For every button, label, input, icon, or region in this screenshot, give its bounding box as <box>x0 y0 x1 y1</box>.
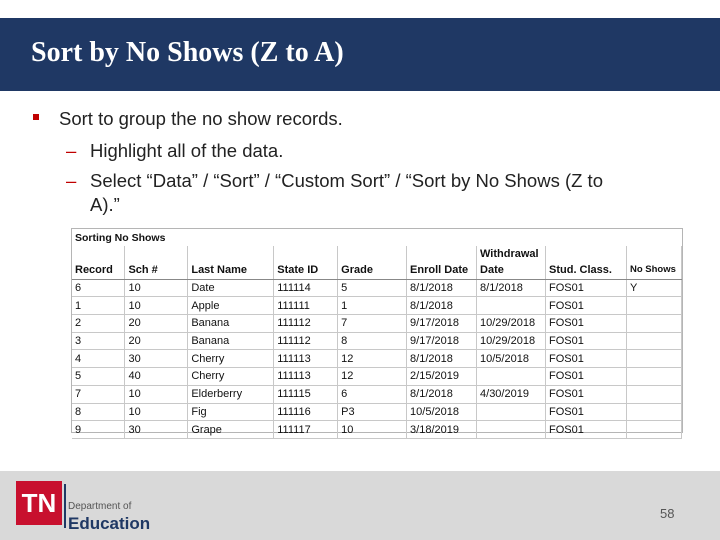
table-cell: 30 <box>125 350 188 368</box>
table-cell: 1 <box>72 297 125 315</box>
table-cell: FOS01 <box>546 368 627 386</box>
table-cell: 6 <box>338 385 407 403</box>
table-cell: 2/15/2019 <box>407 368 477 386</box>
table-cell: 3 <box>72 332 125 350</box>
column-header: Grade <box>338 262 407 279</box>
table-cell: 8/1/2018 <box>407 350 477 368</box>
table-cell: 10 <box>338 421 407 439</box>
table-cell: Grape <box>188 421 274 439</box>
table-row <box>72 421 682 439</box>
table-cell: 5 <box>72 368 125 386</box>
table-cell: 20 <box>125 315 188 333</box>
table-cell <box>626 315 681 333</box>
table-cell: 40 <box>125 368 188 386</box>
table-cell: 111112 <box>274 315 338 333</box>
table-cell <box>626 368 681 386</box>
table-cell <box>477 421 546 439</box>
table-row <box>72 403 682 421</box>
column-header: Last Name <box>188 262 274 279</box>
header-top-cell: Withdrawal <box>477 246 546 262</box>
table-cell: 8/1/2018 <box>407 385 477 403</box>
header-top-cell <box>407 246 477 262</box>
column-header: Record <box>72 262 125 279</box>
sub-bullet-2-line-2: A).” <box>90 194 120 215</box>
tn-logo-icon: TN <box>16 481 62 525</box>
column-header: No Shows <box>626 262 681 279</box>
table-cell: Fig <box>188 403 274 421</box>
header-row <box>72 262 682 279</box>
table-cell: FOS01 <box>546 421 627 439</box>
sheet-title: Sorting No Shows <box>75 232 166 244</box>
table-cell: 3/18/2019 <box>407 421 477 439</box>
table-cell: 7 <box>338 315 407 333</box>
header-top-cell <box>72 246 125 262</box>
dash-marker-1: – <box>66 140 77 161</box>
page-number: 58 <box>660 506 675 521</box>
table-cell: 12 <box>338 368 407 386</box>
spreadsheet-image <box>71 228 683 436</box>
sub-bullet-1: Highlight all of the data. <box>90 140 284 161</box>
logo-divider <box>64 484 66 528</box>
table-cell: Cherry <box>188 350 274 368</box>
table-cell: 10 <box>125 279 188 297</box>
table-cell: Y <box>626 279 681 297</box>
table-row <box>72 385 682 403</box>
table-cell <box>477 368 546 386</box>
table-cell: P3 <box>338 403 407 421</box>
table-cell <box>626 403 681 421</box>
table-row <box>72 368 682 386</box>
header-top-cell <box>188 246 274 262</box>
table-cell: 10/5/2018 <box>407 403 477 421</box>
table-cell: 12 <box>338 350 407 368</box>
header-top-cell <box>338 246 407 262</box>
table-cell <box>626 332 681 350</box>
table-cell: 9/17/2018 <box>407 332 477 350</box>
table-cell <box>477 297 546 315</box>
table-cell: FOS01 <box>546 279 627 297</box>
table-cell: Banana <box>188 332 274 350</box>
table-cell: 10 <box>125 385 188 403</box>
table-cell: 20 <box>125 332 188 350</box>
table-cell <box>626 421 681 439</box>
table-cell: Elderberry <box>188 385 274 403</box>
header-row-top <box>72 246 682 262</box>
logo-education-text: Education <box>68 514 151 533</box>
bullet-text-1: Sort to group the no show records. <box>59 108 343 129</box>
table-cell: 111115 <box>274 385 338 403</box>
dash-marker-2: – <box>66 170 77 191</box>
table-cell: FOS01 <box>546 403 627 421</box>
table-cell: 111113 <box>274 368 338 386</box>
table-cell: FOS01 <box>546 350 627 368</box>
table-cell: FOS01 <box>546 297 627 315</box>
header-top-cell <box>125 246 188 262</box>
table-cell: Banana <box>188 315 274 333</box>
table-cell: 8/1/2018 <box>407 279 477 297</box>
bullet-square-icon <box>33 114 39 120</box>
table-row <box>72 332 682 350</box>
table-cell: 111114 <box>274 279 338 297</box>
table-cell: 8/1/2018 <box>477 279 546 297</box>
table-cell: 10/29/2018 <box>477 332 546 350</box>
table-cell: 6 <box>72 279 125 297</box>
column-header: State ID <box>274 262 338 279</box>
table-cell: 5 <box>338 279 407 297</box>
table-cell: 9 <box>72 421 125 439</box>
slide-title: Sort by No Shows (Z to A) <box>31 37 344 68</box>
sheet-body <box>72 279 682 438</box>
table-cell: 111117 <box>274 421 338 439</box>
column-header: Date <box>477 262 546 279</box>
table-cell: 111111 <box>274 297 338 315</box>
sheet-table <box>72 246 682 439</box>
table-cell: 10 <box>125 403 188 421</box>
table-row <box>72 297 682 315</box>
table-cell: Apple <box>188 297 274 315</box>
table-cell: 8/1/2018 <box>407 297 477 315</box>
table-cell: 4/30/2019 <box>477 385 546 403</box>
table-cell <box>477 403 546 421</box>
table-cell: 8 <box>338 332 407 350</box>
header-top-cell <box>274 246 338 262</box>
logo-department-text: Department of <box>68 501 132 512</box>
table-cell <box>626 385 681 403</box>
table-cell: 111112 <box>274 332 338 350</box>
table-cell: 7 <box>72 385 125 403</box>
table-cell: 1 <box>338 297 407 315</box>
header-top-cell <box>546 246 627 262</box>
table-cell: 8 <box>72 403 125 421</box>
table-cell: Date <box>188 279 274 297</box>
table-cell: 10/29/2018 <box>477 315 546 333</box>
table-cell: 10/5/2018 <box>477 350 546 368</box>
table-cell: 111116 <box>274 403 338 421</box>
column-header: Stud. Class. <box>546 262 627 279</box>
table-row <box>72 350 682 368</box>
table-cell <box>626 350 681 368</box>
table-cell: FOS01 <box>546 315 627 333</box>
table-cell: FOS01 <box>546 385 627 403</box>
table-row <box>72 315 682 333</box>
table-cell: 10 <box>125 297 188 315</box>
table-cell: 9/17/2018 <box>407 315 477 333</box>
table-cell: 4 <box>72 350 125 368</box>
table-cell: Cherry <box>188 368 274 386</box>
header-top-cell <box>626 246 681 262</box>
table-cell: 2 <box>72 315 125 333</box>
table-cell: 111113 <box>274 350 338 368</box>
sub-bullet-2-line-1: Select “Data” / “Sort” / “Custom Sort” / “Sort by No Shows (Z to <box>90 170 603 191</box>
table-cell: 30 <box>125 421 188 439</box>
table-cell <box>626 297 681 315</box>
table-cell: FOS01 <box>546 332 627 350</box>
column-header: Enroll Date <box>407 262 477 279</box>
column-header: Sch # <box>125 262 188 279</box>
table-row <box>72 279 682 297</box>
